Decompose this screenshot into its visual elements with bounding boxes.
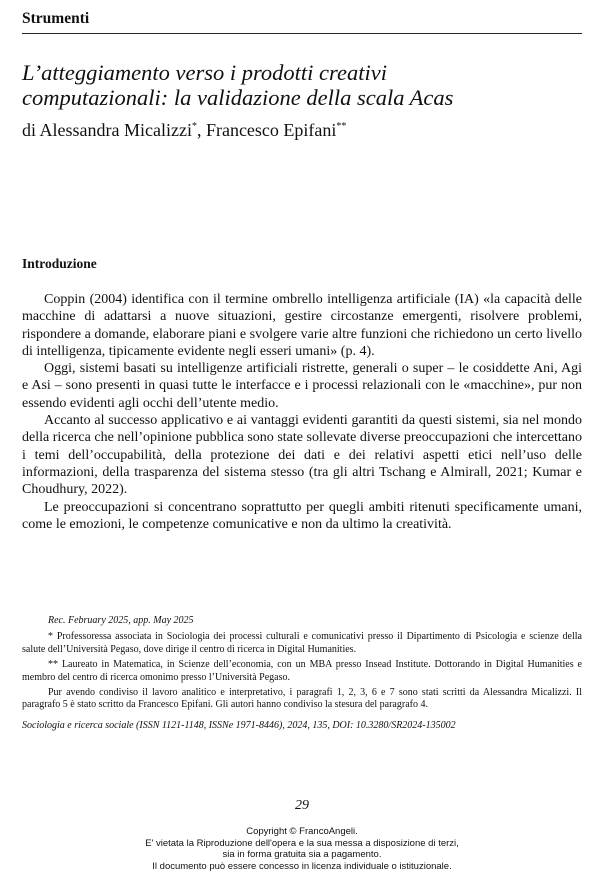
footnote-contributions: Pur avendo condiviso il lavoro analitico e interpretativo, i paragrafi 1, 2, 3, 6 e 7 sono stati scritti da Alessandra Micalizzi. Il paragrafo 5 è stato scritto da Francesco Epifani. Gli autori hanno condiviso la stesura del paragrafo 4.	[22, 687, 582, 711]
author-separator: ,	[196, 120, 206, 140]
section-heading-introduzione: Introduzione	[22, 256, 97, 271]
footnote-author-2: ** Laureato in Matematica, in Scienze dell’economia, con un MBA presso Insead Institute. Dottorando in Digital Humanities e membro del centro di ricerca omonimo presso l’Università Pegaso.	[22, 659, 582, 683]
body-paragraph: Le preoccupazioni si concentrano soprattutto per quegli ambiti ritenuti specificamente umani, come le emozioni, le competenze comunicative e non da ultimo la creatività.	[22, 499, 582, 532]
article-title	[22, 60, 582, 110]
author-1-footnote-mark[interactable]: *	[191, 121, 197, 132]
author-1: Alessandra Micalizzi	[39, 120, 192, 140]
article-title-line-1: L’atteggiamento verso i prodotti creativi	[22, 60, 387, 85]
copyright-notice	[22, 826, 582, 872]
author-2-footnote-mark[interactable]: **	[336, 121, 347, 132]
body-paragraph: Accanto al successo applicativo e ai vantaggi evidenti garantiti da questi sistemi, sia nel mondo della ricerca che nell’opinione pubblica sono state sollevate diverse preoccupazioni che intercettano i temi dell’occupabilità, della protezione dei dati e dei relativi aspetti etici nell’uso delle informazioni, della trasparenza del sistema stesso (tra gli altri Tschang e Almirall, 2021; Kumar e Choudhury, 2022).	[22, 413, 582, 498]
paper-page	[22, 0, 582, 890]
page-number: 29	[295, 798, 309, 813]
copyright-line-1: Copyright © FrancoAngeli.	[246, 826, 358, 837]
footnotes	[22, 615, 582, 735]
copyright-line-4: Il documento può essere concesso in licenza individuale o istituzionale.	[152, 860, 452, 872]
body-paragraph: Oggi, sistemi basati su intelligenze artificiali ristrette, generali o super – le cosiddette Ani, Agi e Asi – sono presenti in quasi tutte le interfacce e i processi relazionali con le «macchine», pur non essendo evidenti agli occhi dell’utente medio.	[22, 361, 582, 411]
article-authors	[22, 120, 582, 141]
introduction-body	[22, 291, 582, 533]
authors-prefix: di	[22, 120, 40, 140]
section-label: Strumenti	[22, 10, 582, 34]
article-title-line-2: computazionali: la validazione della scala Acas	[22, 85, 454, 110]
copyright-line-3: sia in forma gratuita sia a pagamento.	[222, 849, 382, 861]
footnote-author-1: * Professoressa associata in Sociologia dei processi culturali e comunicativi presso il Dipartimento di Psicologia e scienze della salute dell’Università Pegaso, dove dirige il centro di ricerca in Digital Humanities.	[22, 631, 582, 655]
received-accepted-dates: Rec. February 2025, app. May 2025	[48, 615, 194, 626]
copyright-line-2: E' vietata la Riproduzione dell'opera e la sua messa a disposizione di terzi,	[145, 837, 459, 849]
body-paragraph: Coppin (2004) identifica con il termine ombrello intelligenza artificiale (IA) «la capacità delle macchine di adattarsi a nuove situazioni, gestire circostanze emergenti, risolvere problemi, rispondere a domande, elaborare piani e svolgere varie altre funzioni che richiedono un certo livello di intelligenza, tipicamente evidente negli esseri umani» (p. 4).	[22, 292, 582, 359]
author-2: Francesco Epifani	[205, 120, 337, 140]
journal-citation: Sociologia e ricerca sociale (ISSN 1121-1148, ISSNe 1971-8446), 2024, 135, DOI: 10.3280/SR2024-135002	[22, 719, 456, 731]
